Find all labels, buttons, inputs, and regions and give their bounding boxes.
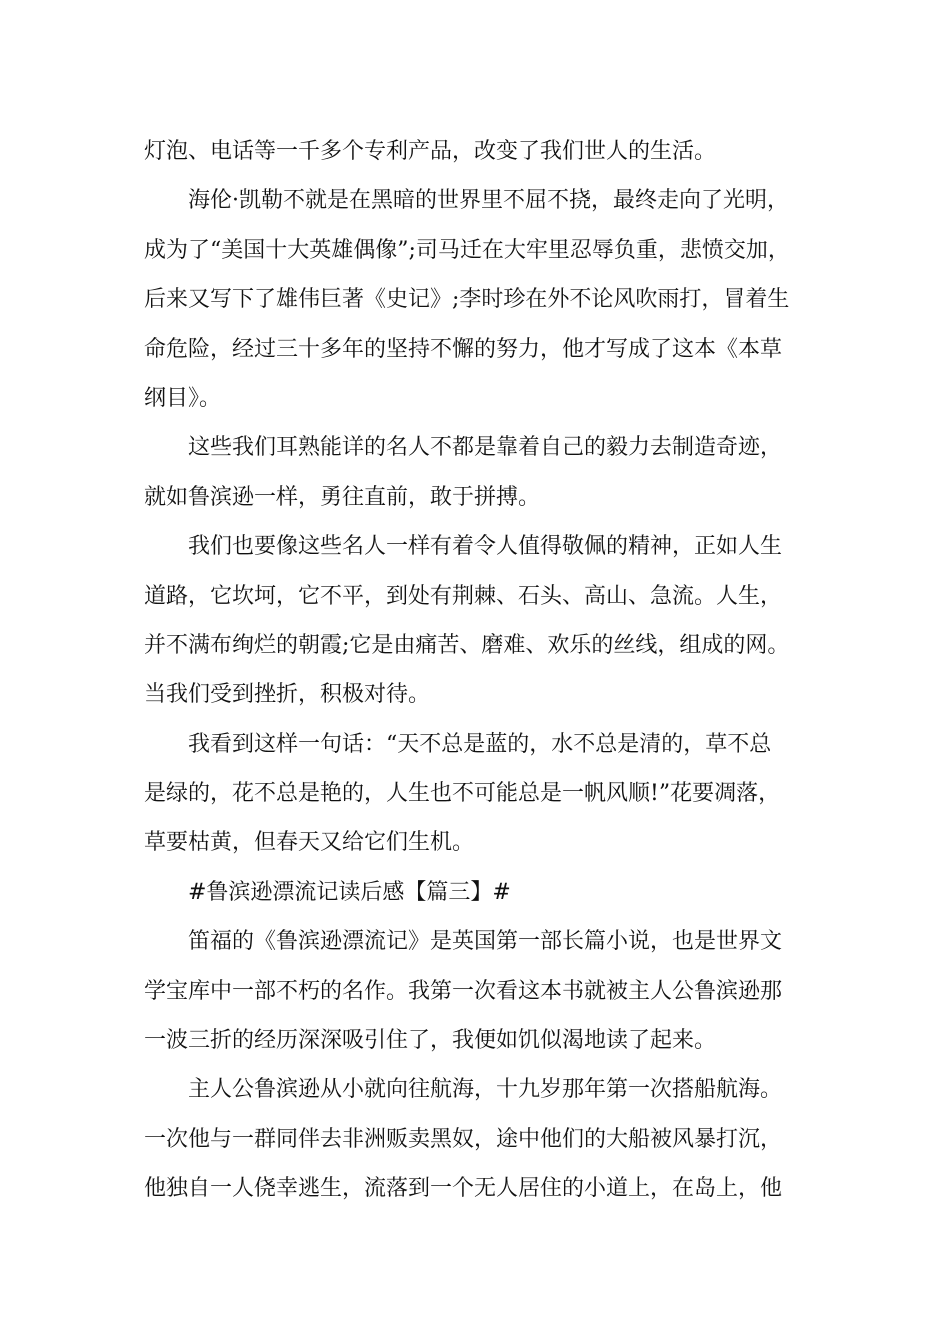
text-line: 学宝库中一部不朽的名作。我第一次看这本书就被主人公鲁滨逊那: [144, 978, 783, 1004]
text-line: 是绿的，花不总是艳的，人生也不可能总是一帆风顺!”花要凋落，: [144, 781, 781, 807]
text-line: 主人公鲁滨逊从小就向往航海，十九岁那年第一次搭船航海。: [188, 1077, 783, 1103]
text-line: 并不满布绚烂的朝霞;它是由痛苦、磨难、欢乐的丝线，组成的网。: [144, 632, 790, 658]
text-line: 成为了“美国十大英雄偶像”;司马迁在大牢里忍辱负重，悲愤交加，: [144, 237, 790, 263]
text-line: 道路，它坎坷，它不平，到处有荆棘、石头、高山、急流。人生，: [144, 583, 783, 609]
text-line: 我们也要像这些名人一样有着令人值得敬佩的精神，正如人生: [188, 534, 783, 560]
text-line: 命危险，经过三十多年的坚持不懈的努力，他才写成了这本《本草: [144, 336, 783, 362]
text-line: 草要枯黄，但春天又给它们生机。: [144, 830, 475, 856]
text-line: 一波三折的经历深深吸引住了，我便如饥似渴地读了起来。: [144, 1028, 717, 1054]
text-line: 后来又写下了雄伟巨著《史记》;李时珍在外不论风吹雨打，冒着生: [144, 287, 790, 313]
text-line: 当我们受到挫折，积极对待。: [144, 682, 431, 708]
text-line: 笛福的《鲁滨逊漂流记》是英国第一部长篇小说，也是世界文: [188, 929, 783, 955]
text-line: 海伦·凯勒不就是在黑暗的世界里不屈不挠，最终走向了光明，: [188, 188, 789, 214]
text-line: 就如鲁滨逊一样，勇往直前，敢于拼搏。: [144, 484, 541, 510]
body-text: [144, 127, 824, 1214]
text-line: 我看到这样一句话：“天不总是蓝的，水不总是清的，草不总: [188, 731, 772, 757]
text-line: 他独自一人侥幸逃生，流落到一个无人居住的小道上，在岛上，他: [144, 1176, 783, 1202]
text-line: 纲目》。: [144, 385, 222, 411]
text-line: #鲁滨逊漂流记读后感【篇三】#: [188, 879, 511, 905]
text-line: 这些我们耳熟能详的名人不都是靠着自己的毅力去制造奇迹，: [188, 435, 783, 461]
text-line: 灯泡、电话等一千多个专利产品，改变了我们世人的生活。: [144, 139, 717, 164]
text-line: 一次他与一群同伴去非洲贩卖黑奴，途中他们的大船被风暴打沉，: [144, 1126, 783, 1152]
